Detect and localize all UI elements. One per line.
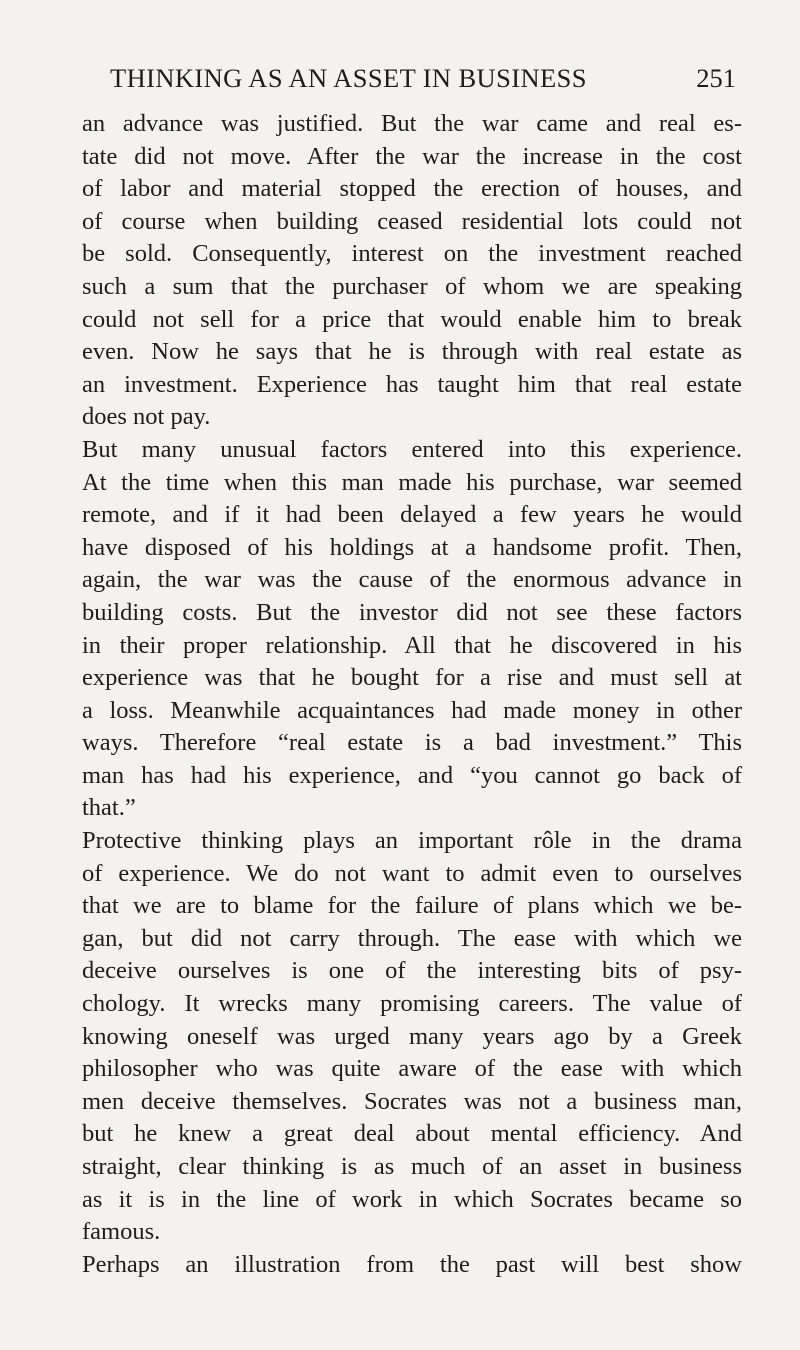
text-line: of experience. We do not want to admit even to ourselves	[82, 859, 742, 887]
text-line: that.”	[82, 794, 136, 822]
text-line: could not sell for a price that would enable him to break	[82, 305, 742, 333]
text-line: ways. Therefore “real estate is a bad investment.” This	[82, 729, 742, 757]
text-line: but he knew a great deal about mental efficiency. And	[82, 1120, 742, 1148]
text-line: does not pay.	[82, 403, 211, 431]
text-line: remote, and if it had been delayed a few years he would	[82, 501, 742, 529]
text-line: of course when building ceased residential lots could not	[82, 207, 742, 235]
text-line: such a sum that the purchaser of whom we are speaking	[82, 272, 742, 300]
text-line: tate did not move. After the war the increase in the cost	[82, 142, 742, 170]
text-line: At the time when this man made his purchase, war seemed	[82, 468, 742, 496]
text-line: even. Now he says that he is through with real estate as	[82, 338, 742, 366]
text-line: men deceive themselves. Socrates was not a business man,	[82, 1087, 742, 1115]
text-line: philosopher who was quite aware of the ease with which	[82, 1055, 742, 1083]
text-line: an investment. Experience has taught him that real estate	[82, 370, 742, 398]
text-line: Perhaps an illustration from the past will best show	[82, 1250, 742, 1278]
text-line: that we are to blame for the failure of plans which we be-	[82, 892, 742, 920]
text-line: man has had his experience, and “you cannot go back of	[82, 761, 742, 789]
text-line: gan, but did not carry through. The ease with which we	[82, 924, 742, 952]
text-line: But many unusual factors entered into this experience.	[82, 435, 742, 463]
running-head	[110, 58, 736, 98]
text-line: knowing oneself was urged many years ago by a Greek	[82, 1022, 742, 1050]
text-line: again, the war was the cause of the enormous advance in	[82, 566, 742, 594]
text-line: experience was that he bought for a rise and must sell at	[82, 664, 742, 692]
text-line: have disposed of his holdings at a handsome profit. Then,	[82, 533, 742, 561]
text-line: a loss. Meanwhile acquaintances had made money in other	[82, 696, 742, 724]
text-line: building costs. But the investor did not see these factors	[82, 598, 742, 626]
text-line: deceive ourselves is one of the interesting bits of psy-	[82, 957, 742, 985]
text-line: famous.	[82, 1218, 161, 1246]
text-line: straight, clear thinking is as much of an asset in business	[82, 1153, 742, 1180]
page-number: 251	[696, 63, 736, 93]
text-line: in their proper relationship. All that he discovered in his	[82, 631, 742, 659]
text-line: chology. It wrecks many promising careers. The value of	[82, 990, 742, 1018]
text-line: of labor and material stopped the erection of houses, and	[82, 175, 742, 203]
text-line: as it is in the line of work in which Socrates became so	[82, 1185, 742, 1213]
text-line: an advance was justified. But the war came and real es-	[82, 110, 742, 137]
text-line: Protective thinking plays an important rôle in the drama	[82, 827, 742, 855]
text-line: be sold. Consequently, interest on the investment reached	[82, 240, 742, 268]
body-text	[82, 108, 742, 1281]
running-title: THINKING AS AN ASSET IN BUSINESS	[110, 63, 587, 93]
